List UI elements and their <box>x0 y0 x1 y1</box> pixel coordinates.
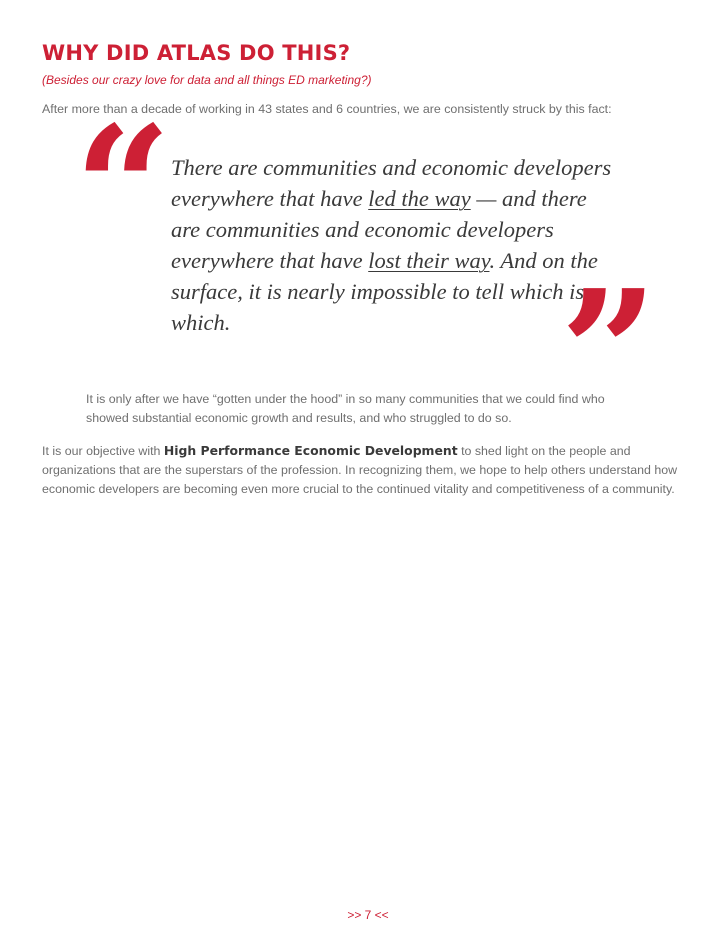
open-quote-mark: “ <box>74 89 172 289</box>
close-quote-mark: ” <box>560 253 658 453</box>
page-number: >> 7 << <box>347 908 389 922</box>
objective-bold-title: High Performance Economic Development <box>163 443 458 458</box>
indented-paragraph: It is only after we have “gotten under the hood” in so many communities that we could find who showed substantial economic growth and results, and who struggled to do so. <box>86 392 605 425</box>
pull-quote-text-1: There are communities and economic developers everywhere that have <box>171 155 612 211</box>
objective-paragraph <box>42 441 690 499</box>
objective-text-before: It is our objective with <box>42 444 164 458</box>
intro-paragraph: After more than a decade of working in 43 states and 6 countries, we are consistently struck by this fact: <box>42 102 612 116</box>
page-heading: WHY DID ATLAS DO THIS? <box>42 41 351 65</box>
pull-quote-underline-lost-their-way: lost their way <box>368 248 490 273</box>
objective-text-after: to shed light on the people and organizations that are the superstars of the profession. In recognizing them, we hope to help others understand how economic developers are becoming even more crucial to the continued vitality and competitiveness of a community. <box>42 444 678 496</box>
pull-quote-text-3: . And on the surface, it is nearly impossible to tell which is which. <box>171 248 598 335</box>
page-subheading: (Besides our crazy love for data and all things ED marketing?) <box>42 73 372 87</box>
pull-quote <box>171 152 616 338</box>
pull-quote-underline-led-the-way: led the way <box>368 186 471 211</box>
pull-quote-text-2: — and there are communities and economic developers everywhere that have <box>171 186 587 273</box>
